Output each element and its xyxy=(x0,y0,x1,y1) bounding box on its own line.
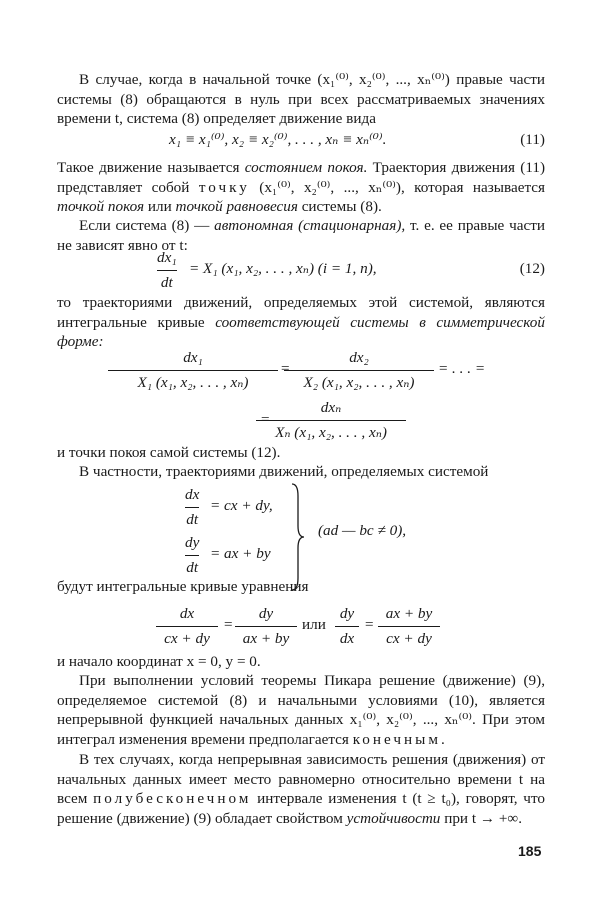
symmetric-fraction-1: dx₁ X₁ (x₁, x₂, . . . , xₙ) xyxy=(108,348,278,392)
paragraph-in-particular: В частности, траекториями движений, определяемых системой xyxy=(79,463,489,480)
term-point: точку xyxy=(198,178,250,196)
paragraph-origin: и начало координат x = 0, y = 0. xyxy=(57,653,261,670)
symmetric-fraction-2: dx₂ X₂ (x₁, x₂, . . . , xₙ) xyxy=(284,348,434,392)
term-finite: конечным. xyxy=(352,730,448,748)
paragraph-rest-points: и точки покоя самой системы (12). xyxy=(57,444,281,461)
paragraph-rest-condition: В случае, когда в начальной точке (x₁⁽⁰⁾, x₂⁽⁰⁾, ..., xₙ⁽⁰⁾) правые части системы (8) обращаются в нуль при всех рассматриваемых значениях времени t, система (8) определяет движение вида xyxy=(57,71,545,127)
equation-12-fraction: dx₁ dt xyxy=(157,249,177,291)
term-semi-infinite: полубесконечном xyxy=(93,790,252,807)
equation-11-number: (11) xyxy=(520,131,545,148)
paragraph-integral-curves: то траекториями движений, определяемых этой системой, являются интегральные кривые соответствующей системы в симметрической форме: xyxy=(57,294,545,350)
eq-fraction-3: dy dx xyxy=(335,604,359,648)
paragraph-rest-state: Такое движение называется состоянием покоя. Траектория движения (11) представляет собой точку (x₁⁽⁰⁾, x₂⁽⁰⁾, ..., xₙ⁽⁰⁾), которая называется точкой покоя или точкой равновесия системы (8). xyxy=(57,159,546,215)
symmetric-fraction-n: dxₙ Xₙ (x₁, x₂, . . . , xₙ) xyxy=(256,398,406,442)
term-rest-point: точкой покоя xyxy=(57,198,145,215)
right-brace-icon xyxy=(290,482,306,592)
equation-12-rhs: = X₁ (x₁, x₂, . . . , xₙ) (i = 1, n), xyxy=(189,260,377,277)
equals-ellipsis: = . . . = xyxy=(438,360,486,377)
paragraph-integral-curves-equation: будут интегральные кривые уравнения xyxy=(57,578,309,595)
system-condition: (ad — bc ≠ 0), xyxy=(318,522,407,539)
eq-fraction-2: dy ax + by xyxy=(235,604,297,648)
term-symmetric-form: соответствующей системы в симметрической форме: xyxy=(57,313,545,350)
eq-fraction-4: ax + by cx + dy xyxy=(378,604,440,648)
page-number: 185 xyxy=(518,843,542,859)
equals-sign: = xyxy=(260,411,271,428)
paragraph-autonomous: Если система (8) — автономная (стационарная), т. е. ее правые части не зависят явно от t: xyxy=(57,217,545,254)
equals-sign: = xyxy=(280,360,291,377)
system-fraction-dx: dx dt xyxy=(185,486,200,528)
equation-11-body: x₁ ≡ x₁⁽⁰⁾, x₂ ≡ x₂⁽⁰⁾, . . . , xₙ ≡ xₙ⁽⁰⁾. xyxy=(169,131,387,148)
system-rhs-1: = cx + dy, xyxy=(210,497,273,514)
term-rest-state: состоянием покоя. xyxy=(244,159,368,176)
equation-12-number: (12) xyxy=(519,260,545,277)
system-fraction-dy: dy dt xyxy=(185,534,200,576)
term-equilibrium-point: точкой равновесия xyxy=(175,198,298,215)
equation-12 xyxy=(57,248,545,292)
eq-fraction-1: dx cx + dy xyxy=(156,604,218,648)
paragraph-stability: В тех случаях, когда непрерывная зависимость решения (движения) от начальных данных имеет место равномерно относительно времени t на всем полубесконечном интервале изменения t (t ≥ t₀), говорят, что решение (движение) (9) обладает свойством устойчивости при t → +∞. xyxy=(57,751,545,827)
equals-sign: = xyxy=(364,616,375,633)
word-or: или xyxy=(302,616,326,633)
paragraph-picard: При выполнении условий теоремы Пикара решение (движение) (9), определяемое системой (8) и начальными условиями (10), является непрерывной функцией начальных данных x₁⁽⁰⁾, x₂⁽⁰⁾, ..., xₙ⁽⁰⁾. При этом интеграл изменения времени предполагается конечным. xyxy=(57,672,545,748)
term-autonomous: автономная (стационарная), xyxy=(214,217,406,234)
equation-11 xyxy=(57,130,545,154)
term-stability: устойчивости xyxy=(346,809,441,827)
equals-sign: = xyxy=(223,616,234,633)
system-rhs-2: = ax + by xyxy=(210,545,271,562)
